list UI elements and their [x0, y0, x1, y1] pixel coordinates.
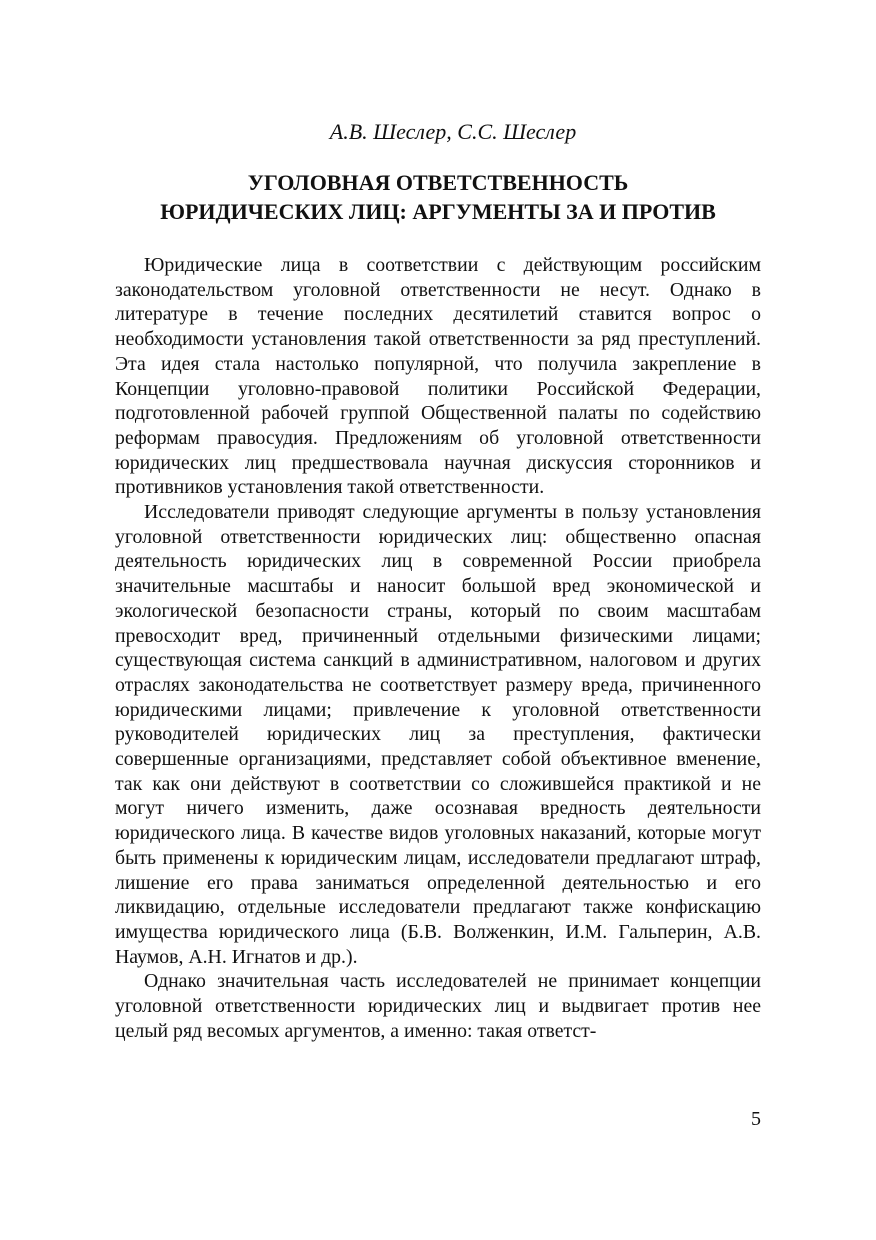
article-title-line-2: ЮРИДИЧЕСКИХ ЛИЦ: АРГУМЕНТЫ ЗА И ПРОТИВ	[160, 199, 716, 224]
paragraph: Юридические лица в соответствии с действующим российским законодательством уголовной ответственности не несут. Однако в литературе в течение последних десятилетий ставится вопрос о необходимости установления такой ответственности за ряд преступлений. Эта идея стала настолько популярной, что получила закрепление в Концепции уголовно-правовой политики Российской Федерации, подготовленной рабочей группой Общественной палаты по содействию реформам правосудия. Предложениям об уголовной ответственности юридических лиц предшествовала научная дискуссия сторонников и противников установления такой ответственности.	[115, 254, 761, 499]
paragraph: Однако значительная часть исследователей не принимает концепции уголовной ответственности юридических лиц и выдвигает против нее целый ряд весомых аргументов, а именно: такая ответст-	[115, 970, 761, 1042]
article-authors: А.В. Шеслер, С.С. Шеслер	[329, 119, 577, 144]
article-title	[115, 168, 761, 226]
article-title-line-1: УГОЛОВНАЯ ОТВЕТСТВЕННОСТЬ	[247, 170, 629, 195]
page-number: 5	[751, 1108, 761, 1130]
paragraph: Исследователи приводят следующие аргументы в пользу установления уголовной ответственности юридических лиц: общественно опасная деятельность юридических лиц в современной России приобрела значительные масштабы и наносит большой вред экономической и экологической безопасности страны, который по своим масштабам превосходит вред, причиненный отдельными физическими лицами; существующая система санкций в административном, налоговом и других отраслях законодательства не соответствует размеру вреда, причиненного юридическими лицами; привлечение к уголовной ответственности руководителей юридических лиц за преступления, фактически совершенные организациями, представляет собой объективное вменение, так как они действуют в соответствии со сложившейся практикой и не могут ничего изменить, даже осознавая вредность деятельности юридического лица. В качестве видов уголовных наказаний, которые могут быть применены к юридическим лицам, исследователи предлагают штраф, лишение его права заниматься определенной деятельностью и его ликвидацию, отдельные исследователи предлагают также конфискацию имущества юридического лица (Б.В. Волженкин, И.М. Гальперин, А.В. Наумов, А.Н. Игнатов и др.).	[115, 501, 761, 968]
article-body	[115, 253, 761, 1044]
